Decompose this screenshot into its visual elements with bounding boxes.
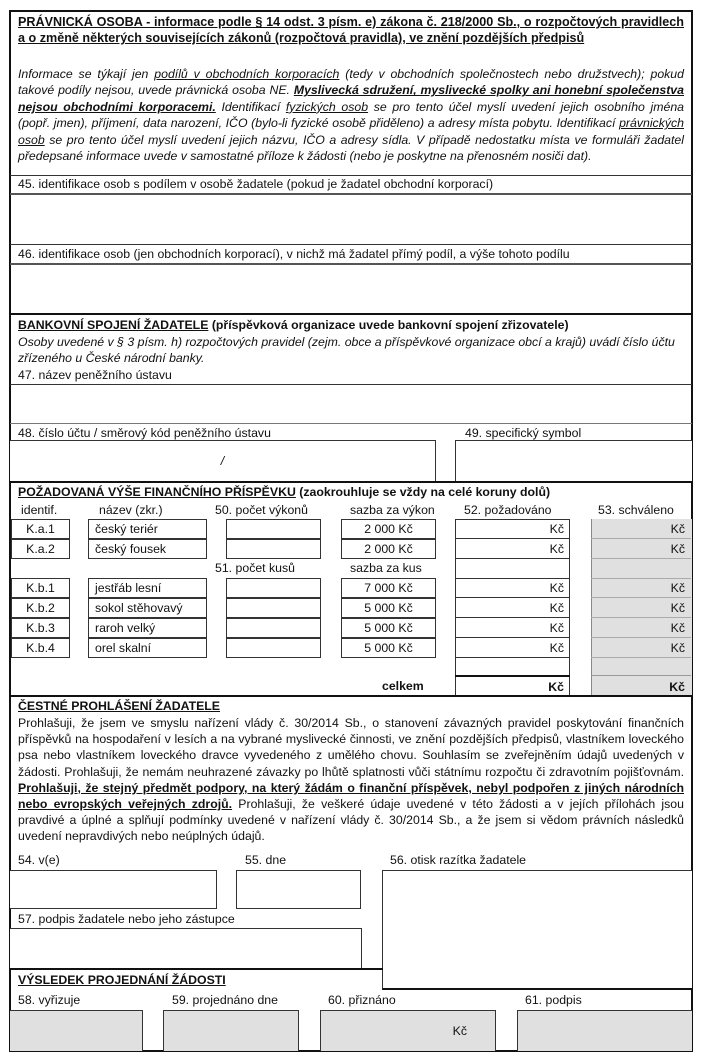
divider bbox=[10, 175, 692, 176]
row-b1-approved: Kč bbox=[591, 578, 691, 598]
field-48-input[interactable] bbox=[10, 440, 436, 481]
section-heading-pravnicka-osoba: PRÁVNICKÁ OSOBA - informace podle § 14 odst. 3 písm. e) zákona č. 218/2000 Sb., o rozpočtových pravidlech a o změně některých souvisejících zákonů (rozpočtová pravidla), ve znění pozdějších předpisů bbox=[18, 15, 684, 45]
field-54-label: 54. v(e) bbox=[18, 853, 60, 867]
col-header-53: 53. schváleno bbox=[598, 503, 674, 517]
field-45-label: 45. identifikace osob s podílem v osobě žadatele (pokud je žadatel obchodní korporací) bbox=[18, 177, 494, 191]
row-a1-name: český teriér bbox=[88, 519, 207, 539]
row-b2-name: sokol stěhovavý bbox=[88, 598, 207, 618]
field-56-stamp-area[interactable] bbox=[382, 870, 692, 990]
total-approved: Kč bbox=[669, 679, 685, 694]
section-divider bbox=[10, 481, 692, 483]
row-a1-requested-input[interactable]: Kč bbox=[455, 519, 570, 539]
section-heading-amount bbox=[18, 485, 550, 500]
section-divider bbox=[10, 695, 692, 697]
field-58-label: 58. vyřizuje bbox=[18, 993, 81, 1007]
row-b3-approved: Kč bbox=[591, 618, 691, 638]
field-47-label: 47. název peněžního ústavu bbox=[18, 368, 172, 382]
field-59-label: 59. projednáno dne bbox=[172, 993, 278, 1007]
info-text: se pro tento účel myslí uvedení jejich názvu, IČO a adresy sídla. V případě nedostatku místa ve formuláři žadatel předepsané informace uvede v samostatné příloze k žádosti (nebo je poskytne na přenosném nosiči dat). bbox=[18, 132, 684, 164]
col-header-sazba-kus: sazba za kus bbox=[350, 561, 422, 575]
row-b4-identif: K.b.4 bbox=[11, 638, 70, 658]
col-header-nazev: název (zkr.) bbox=[99, 503, 163, 517]
row-b2-count-input[interactable] bbox=[226, 598, 321, 618]
total-label: celkem bbox=[382, 679, 424, 693]
declaration-bold-statement: Prohlašuji, že stejný předmět podpory, na který žádám o finanční příspěvek, nebyl podpořen z jiných národních nebo evropských veřejných zdrojů. bbox=[18, 780, 684, 812]
field-57-signature-input[interactable] bbox=[10, 928, 362, 968]
field-48-label: 48. číslo účtu / směrový kód peněžního ústavu bbox=[18, 426, 271, 440]
field-60-label: 60. přiznáno bbox=[328, 993, 396, 1007]
approved-blank-row-line bbox=[591, 675, 691, 676]
row-b3-rate: 5 000 Kč bbox=[341, 618, 436, 638]
col-header-50: 50. počet výkonů bbox=[215, 503, 308, 517]
field-56-label: 56. otisk razítka žadatele bbox=[390, 853, 527, 867]
row-b3-name: raroh velký bbox=[88, 618, 207, 638]
total-requested: Kč bbox=[548, 679, 564, 694]
col-header-identif: identif. bbox=[21, 503, 58, 517]
declaration-text-part: Prohlašuji, že jsem ve smyslu nařízení vlády č. 30/2014 Sb., o stanovení závazných pravidel poskytování finančních příspěvků na hospodaření v lesích a na vybrané myslivecké činnosti, ve znění pozdějších předpisů, vlastníkem loveckého psa nebo vlastníkem loveckého dravce vyvedeného z umělého chovu. Souhlasím se zveřejněním údajů uvedených v žádosti. Prohlašuji, že nemám neuhrazené závazky po lhůtě splatnosti vůči státnímu rozpočtu či zdravotním pojišťovnám. bbox=[18, 716, 684, 779]
amount-heading-note: (zaokrouhluje se vždy na celé koruny dolů) bbox=[295, 485, 551, 499]
field-58-input[interactable] bbox=[10, 1010, 143, 1051]
field-60-unit: Kč bbox=[452, 1024, 467, 1038]
row-b2-identif: K.b.2 bbox=[11, 598, 70, 618]
field-49-label: 49. specifický symbol bbox=[465, 426, 582, 440]
row-b4-rate: 5 000 Kč bbox=[341, 638, 436, 658]
row-b1-rate: 7 000 Kč bbox=[341, 578, 436, 598]
row-a2-approved: Kč bbox=[591, 539, 691, 559]
row-b1-requested-input[interactable]: Kč bbox=[455, 578, 570, 598]
row-b4-requested-input[interactable]: Kč bbox=[455, 638, 570, 658]
row-a1-approved: Kč bbox=[591, 519, 691, 539]
row-b3-count-input[interactable] bbox=[226, 618, 321, 638]
row-a2-identif: K.a.2 bbox=[11, 539, 70, 559]
info-term-fyzicke-osoby: fyzických osob bbox=[285, 99, 369, 114]
row-a2-requested-input[interactable]: Kč bbox=[455, 539, 570, 559]
row-a1-rate: 2 000 Kč bbox=[341, 519, 436, 539]
row-b4-name: orel skalní bbox=[88, 638, 207, 658]
field-60-input[interactable] bbox=[320, 1010, 496, 1051]
declaration-text-part: Prohlašuji, že veškeré údaje uvedené v této žádosti a v jejích přílohách jsou pravdivé a úplné a splňují podmínky uvedené v nařízení vlády č. 30/2014 Sb., a že jsem si vědom právních následků uvedení nepravdivých nebo neúplných údajů. bbox=[18, 797, 684, 844]
divider bbox=[10, 423, 692, 424]
bank-heading-note: (příspěvková organizace uvede bankovní spojení zřizovatele) bbox=[208, 318, 569, 332]
field-61-input[interactable] bbox=[517, 1010, 692, 1051]
info-text: (tedy v obchodních společnostech nebo družstvech); pokud takové podíly nejsou, uvede právnická osoba NE. bbox=[18, 67, 684, 98]
row-a1-identif: K.a.1 bbox=[11, 519, 70, 539]
section-heading-bank bbox=[18, 318, 569, 333]
field-59-input[interactable] bbox=[163, 1010, 299, 1051]
field-57-label: 57. podpis žadatele nebo jeho zástupce bbox=[18, 912, 235, 926]
section-divider bbox=[10, 313, 692, 315]
row-a1-count-input[interactable] bbox=[226, 519, 321, 539]
field-55-input[interactable] bbox=[236, 870, 361, 909]
field-46-label: 46. identifikace osob (jen obchodních korporací), v nichž má žadatel přímý podíl, a výše tohoto podílu bbox=[18, 247, 570, 261]
field-49-input[interactable] bbox=[455, 440, 692, 481]
field-47-input[interactable] bbox=[11, 385, 691, 423]
col-header-52: 52. požadováno bbox=[464, 503, 552, 517]
row-b3-requested-input[interactable]: Kč bbox=[455, 618, 570, 638]
field-46-input[interactable] bbox=[11, 265, 691, 313]
pravnicka-osoba-info bbox=[18, 66, 684, 164]
field-54-input[interactable] bbox=[10, 870, 217, 909]
info-bold-statement: Myslivecká sdružení, myslivecké spolky ani honební společenstva nejsou obchodními korporacemi. bbox=[18, 83, 684, 114]
info-text: Identifikací bbox=[215, 99, 286, 114]
row-a2-rate: 2 000 Kč bbox=[341, 539, 436, 559]
row-b2-approved: Kč bbox=[591, 598, 691, 618]
row-b1-identif: K.b.1 bbox=[11, 578, 70, 598]
section-divider bbox=[10, 968, 383, 970]
col-header-sazba-vykon: sazba za výkon bbox=[350, 503, 435, 517]
declaration-text bbox=[18, 715, 684, 845]
info-text: se pro tento účel myslí uvedení jejich osobního jména (popř. jmen), příjmení, data narození, IČO (bylo-li fyzické osobě přiděleno) a adresy místa pobytu. Identifikací bbox=[18, 99, 684, 131]
info-text: Informace se týkají jen bbox=[18, 67, 155, 81]
amount-heading-title: POŽADOVANÁ VÝŠE FINANČNÍHO PŘÍSPĚVKU bbox=[18, 485, 296, 499]
row-b1-name: jestřáb lesní bbox=[88, 578, 207, 598]
account-separator: / bbox=[220, 454, 225, 468]
info-term-pravnicke-osoby: právnických osob bbox=[18, 116, 684, 147]
section-heading-result: VÝSLEDEK PROJEDNÁNÍ ŽÁDOSTI bbox=[18, 973, 226, 987]
row-b2-rate: 5 000 Kč bbox=[341, 598, 436, 618]
info-term-podily: podílů v obchodních korporacích bbox=[154, 67, 340, 81]
row-b4-count-input[interactable] bbox=[226, 638, 321, 658]
row-a2-name: český fousek bbox=[88, 539, 207, 559]
section-heading-declaration: ČESTNÉ PROHLÁŠENÍ ŽADATELE bbox=[18, 699, 220, 713]
row-b1-count-input[interactable] bbox=[226, 578, 321, 598]
divider bbox=[10, 244, 692, 245]
row-b3-identif: K.b.3 bbox=[11, 618, 70, 638]
row-b4-approved: Kč bbox=[591, 638, 691, 658]
row-a2-count-input[interactable] bbox=[226, 539, 321, 559]
field-61-label: 61. podpis bbox=[525, 993, 582, 1007]
bank-info: Osoby uvedené v § 3 písm. h) rozpočtových pravidel (zejm. obce a příspěvkové organizace obcí a krajů) uvádí číslo účtu zřízeného u České národní banky. bbox=[18, 335, 675, 365]
field-55-label: 55. dne bbox=[245, 853, 287, 867]
field-45-input[interactable] bbox=[11, 195, 691, 244]
col-header-51: 51. počet kusů bbox=[215, 561, 295, 575]
row-b2-requested-input[interactable]: Kč bbox=[455, 598, 570, 618]
bank-heading-title: BANKOVNÍ SPOJENÍ ŽADATELE bbox=[18, 318, 209, 332]
